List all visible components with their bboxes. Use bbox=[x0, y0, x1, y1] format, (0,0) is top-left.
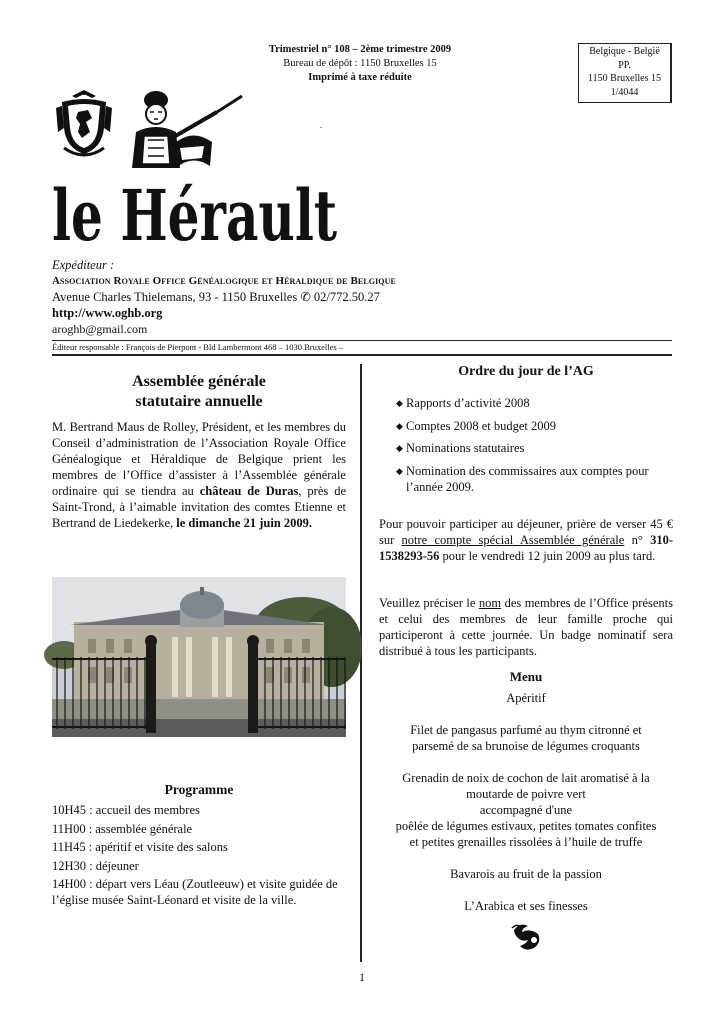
menu-list bbox=[379, 690, 673, 914]
sender-website[interactable]: http://www.oghb.org bbox=[52, 306, 163, 320]
postage-number: 1/4044 bbox=[610, 86, 639, 98]
sender-block bbox=[52, 257, 672, 337]
assembly-intro bbox=[52, 419, 346, 531]
masthead-title: le Hérault bbox=[52, 174, 337, 257]
programme-item: 12H30 : déjeuner bbox=[52, 858, 139, 873]
page-number: 1 bbox=[359, 970, 365, 984]
agenda-item-text: Nominations statutaires bbox=[406, 441, 525, 455]
menu-main-line2: moutarde de poivre vert bbox=[466, 787, 586, 801]
payment-text-3: pour le vendredi 12 juin 2009 au plus tard. bbox=[439, 549, 656, 563]
menu-aperitif: Apéritif bbox=[506, 691, 546, 705]
payment-text-2: n° bbox=[624, 533, 651, 547]
svg-text:.: . bbox=[320, 121, 322, 130]
menu-main-line5: et petites grenailles rissolées à l’huile de truffe bbox=[409, 835, 643, 849]
programme-list bbox=[52, 801, 346, 908]
intro-text-2: , près de Saint-Trond, à l’aimable invitation des comtes Etienne et Bertrand de Liedekerke, bbox=[52, 484, 346, 530]
names-underlined: nom bbox=[478, 596, 502, 610]
assembly-title bbox=[52, 372, 346, 412]
menu-coffee: L’Arabica et ses finesses bbox=[464, 899, 588, 913]
masthead-logo bbox=[52, 88, 342, 257]
menu-main-line4: poêlée de légumes estivaux, petites tomates confites bbox=[395, 819, 657, 833]
agenda-item bbox=[379, 463, 673, 495]
assembly-title-line1: Assemblée générale bbox=[132, 373, 266, 390]
postage-box bbox=[578, 43, 672, 103]
names-paragraph bbox=[379, 595, 673, 659]
postage-pp: PP. bbox=[618, 59, 631, 71]
diamond-bullet-icon: ◆ bbox=[396, 443, 403, 453]
agenda-item-text: Comptes 2008 et budget 2009 bbox=[406, 418, 556, 433]
payment-account-number: 310-1538293-56 bbox=[379, 533, 674, 563]
names-text-1: Veuillez préciser le bbox=[379, 596, 479, 610]
programme-item: 11H45 : apéritif et visite des salons bbox=[52, 840, 228, 854]
chateau-photo bbox=[52, 577, 346, 737]
payment-paragraph bbox=[379, 516, 673, 564]
rate-line: Imprimé à taxe réduite bbox=[308, 72, 412, 83]
menu-title: Menu bbox=[509, 669, 543, 684]
agenda-item bbox=[379, 440, 673, 456]
depot-line: Bureau de dépôt : 1150 Bruxelles 15 bbox=[283, 58, 437, 69]
programme-item: 10H45 : accueil des membres bbox=[52, 803, 200, 817]
menu-starter-line1: Filet de pangasus parfumé au thym citronné et bbox=[410, 723, 642, 737]
payment-account-label: notre compte spécial Assemblée générale bbox=[401, 533, 625, 547]
payment-text-1: Pour pouvoir participer au déjeuner, prière de verser 45 € sur bbox=[379, 517, 673, 547]
agenda-title: Ordre du jour de l’AG bbox=[458, 364, 594, 379]
programme-item: 11H00 : assemblée générale bbox=[52, 821, 193, 836]
postage-country: Belgique - België bbox=[589, 46, 660, 57]
agenda-item-text: Nomination des commissaires aux comptes pour l’année 2009. bbox=[406, 463, 649, 494]
agenda-item bbox=[379, 395, 673, 411]
diamond-bullet-icon: ◆ bbox=[396, 420, 403, 431]
agenda-list bbox=[379, 395, 673, 501]
menu-dessert: Bavarois au fruit de la passion bbox=[450, 867, 602, 881]
sender-organization: Association Royale Office Généalogique et Héraldique de Belgique bbox=[52, 275, 396, 287]
intro-text-1: M. Bertrand Maus de Rolley, Président, et les membres du Conseil d’administration de l’Association Royale Office Généalogique et Héraldique de Belgique prient les membres de l’Office d’assister à l’Assemblée générale ordinaire qui se tiendra au bbox=[52, 420, 346, 498]
sender-label: Expéditeur : bbox=[52, 258, 115, 272]
agenda-item-text: Rapports d’activité 2008 bbox=[406, 396, 530, 410]
programme-title: Programme bbox=[164, 782, 234, 797]
menu-main-line3: accompagné d'une bbox=[479, 803, 573, 817]
programme-item: 14H00 : départ vers Léau (Zoutleeuw) et visite guidée de l’église musée Saint-Léonard et visite de la ville. bbox=[52, 877, 338, 907]
issue-header bbox=[210, 43, 510, 85]
coat-of-arms-icon bbox=[56, 90, 112, 155]
intro-venue: château de Duras bbox=[199, 484, 299, 498]
editor-line: Éditeur responsable : François de Pierpont - Bld Lambermont 468 – 1030 Bruxelles – bbox=[52, 340, 672, 356]
menu-main-line1: Grenadin de noix de cochon de lait aromatisé à la bbox=[402, 771, 650, 785]
postage-office: 1150 Bruxelles 15 bbox=[588, 73, 661, 84]
sender-address: Avenue Charles Thielemans, 93 - 1150 Bruxelles ✆ 02/772.50.27 bbox=[52, 290, 380, 304]
fleuron-ornament-icon bbox=[510, 920, 544, 954]
diamond-bullet-icon: ◆ bbox=[396, 398, 403, 408]
agenda-item bbox=[379, 418, 673, 434]
menu-starter-line2: parsemé de sa brunoise de légumes croquants bbox=[412, 739, 640, 753]
sender-email[interactable]: aroghb@gmail.com bbox=[52, 322, 148, 336]
issue-line: Trimestriel n° 108 – 2ème trimestre 2009 bbox=[268, 44, 452, 55]
intro-date: le dimanche 21 juin 2009. bbox=[176, 516, 313, 530]
diamond-bullet-icon: ◆ bbox=[396, 465, 403, 476]
column-divider bbox=[360, 364, 362, 962]
herald-figure-icon bbox=[132, 91, 322, 168]
names-text-2: des membres de l’Office présents et celui des membres de leur famille proche qui participeront à cette journée. Un badge nominatif sera distribué à tous les participants. bbox=[379, 596, 673, 658]
assembly-title-line2: statutaire annuelle bbox=[135, 393, 263, 410]
